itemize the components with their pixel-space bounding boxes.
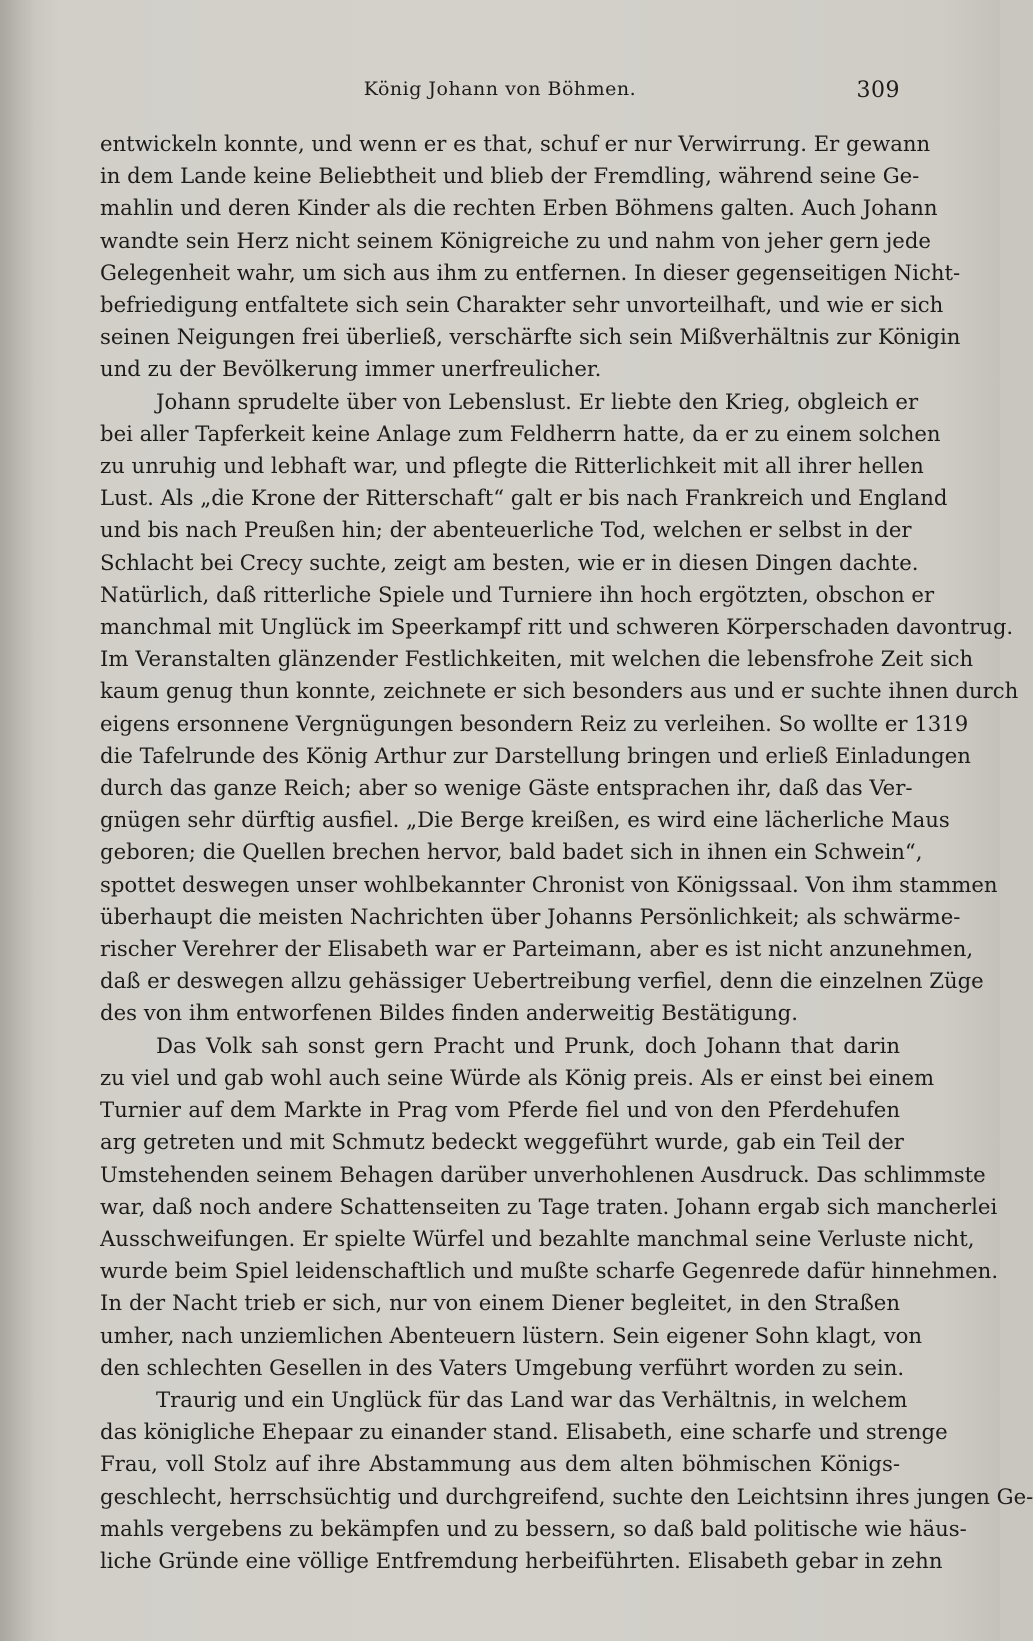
text-line: rischer Verehrer der Elisabeth war er Parteimann, aber es ist nicht anzunehmen, <box>100 936 974 962</box>
text-line: Lust. Als „die Krone der Ritterschaft“ galt er bis nach Frankreich und England <box>100 485 948 511</box>
paragraph <box>100 386 1019 1030</box>
text-line: und zu der Bevölkerung immer unerfreulicher. <box>100 356 602 382</box>
paragraph <box>100 1384 1033 1577</box>
text-line: seinen Neigungen frei überließ, verschärfte sich sein Mißverhältnis zur Königin <box>100 324 961 350</box>
paragraph <box>100 128 961 386</box>
text-line: Johann sprudelte über von Lebenslust. Er liebte den Krieg, obgleich er <box>156 388 919 414</box>
text-line: die Tafelrunde des König Arthur zur Darstellung bringen und erließ Einladungen <box>100 742 971 768</box>
text-line: Natürlich, daß ritterliche Spiele und Turniere ihn hoch ergötzten, obschon er <box>100 581 935 607</box>
text-line: war, daß noch andere Schattenseiten zu Tage traten. Johann ergab sich mancherlei <box>100 1193 998 1219</box>
text-line: arg getreten und mit Schmutz bedeckt weggeführt wurde, gab ein Teil der <box>100 1129 904 1155</box>
text-line: geboren; die Quellen brechen hervor, bald badet sich in ihnen ein Schwein“, <box>100 839 923 865</box>
text-line: in dem Lande keine Beliebtheit und blieb der Fremdling, während seine Ge- <box>100 163 920 189</box>
text-line: geschlecht, herrschsüchtig und durchgreifend, suchte den Leichtsinn ihres jungen Ge- <box>100 1483 1033 1509</box>
text-line: In der Nacht trieb er sich, nur von einem Diener begleitet, in den Straßen <box>100 1290 900 1316</box>
text-line: befriedigung entfaltete sich sein Charakter sehr unvorteilhaft, und wie er sich <box>100 292 944 318</box>
text-line: den schlechten Gesellen in des Vaters Umgebung verführt worden zu sein. <box>100 1354 905 1380</box>
page-number: 309 <box>856 78 900 103</box>
text-line: gnügen sehr dürftig ausfiel. „Die Berge kreißen, es wird eine lächerliche Maus <box>100 807 950 833</box>
text-line: liche Gründe eine völlige Entfremdung herbeiführten. Elisabeth gebar in zehn <box>100 1547 943 1573</box>
text-line: manchmal mit Unglück im Speerkampf ritt und schweren Körperschaden davontrug. <box>100 614 1014 640</box>
text-line: zu unruhig und lebhaft war, und pflegte die Ritterlichkeit mit all ihrer hellen <box>100 453 924 479</box>
text-line: Ausschweifungen. Er spielte Würfel und bezahlte manchmal seine Verluste nicht, <box>100 1225 975 1251</box>
text-line: wurde beim Spiel leidenschaftlich und mußte scharfe Gegenrede dafür hinnehmen. <box>100 1258 999 1284</box>
text-line: Das Volk sah sonst gern Pracht und Prunk, doch Johann that darin <box>156 1032 900 1058</box>
text-line: Schlacht bei Crecy suchte, zeigt am besten, wie er in diesen Dingen dachte. <box>100 549 919 575</box>
text-line: durch das ganze Reich; aber so wenige Gäste entsprachen ihr, daß das Ver- <box>100 775 913 801</box>
text-line: bei aller Tapferkeit keine Anlage zum Feldherrn hatte, da er zu einem solchen <box>100 420 941 446</box>
text-line: umher, nach unziemlichen Abenteuern lüstern. Sein eigener Sohn klagt, von <box>100 1322 923 1348</box>
text-line: wandte sein Herz nicht seinem Königreiche zu und nahm von jeher gern jede <box>100 227 931 253</box>
text-line: eigens ersonnene Vergnügungen besondern Reiz zu verleihen. So wollte er 1319 <box>100 710 969 736</box>
text-line: Umstehenden seinem Behagen darüber unverhohlenen Ausdruck. Das schlimmste <box>100 1161 986 1187</box>
text-line: mahls vergebens zu bekämpfen und zu bessern, so daß bald politische wie häus- <box>100 1515 967 1541</box>
text-line: zu viel und gab wohl auch seine Würde als König preis. Als er einst bei einem <box>100 1064 935 1090</box>
page-header <box>100 78 900 108</box>
text-line: überhaupt die meisten Nachrichten über Johanns Persönlichkeit; als schwärme- <box>100 903 961 929</box>
body-text <box>100 128 1033 1577</box>
text-line: daß er deswegen allzu gehässiger Uebertreibung verfiel, denn die einzelnen Züge <box>100 968 984 994</box>
running-title: König Johann von Böhmen. <box>363 78 637 100</box>
paragraph <box>100 1030 999 1384</box>
page-gutter-shadow <box>0 0 34 1641</box>
text-line: des von ihm entworfenen Bildes finden anderweitig Bestätigung. <box>100 1000 798 1026</box>
text-line: entwickeln konnte, und wenn er es that, schuf er nur Verwirrung. Er gewann <box>100 131 931 156</box>
text-line: Frau, voll Stolz auf ihre Abstammung aus dem alten böhmischen Königs- <box>100 1451 900 1477</box>
text-line: Gelegenheit wahr, um sich aus ihm zu entfernen. In dieser gegenseitigen Nicht- <box>100 259 961 285</box>
text-line: Turnier auf dem Markte in Prag vom Pferde fiel und von den Pferdehufen <box>100 1097 900 1123</box>
text-line: spottet deswegen unser wohlbekannter Chronist von Königssaal. Von ihm stammen <box>100 871 998 897</box>
text-line: kaum genug thun konnte, zeichnete er sich besonders aus und er suchte ihnen durch <box>100 678 1019 704</box>
text-line: und bis nach Preußen hin; der abenteuerliche Tod, welchen er selbst in der <box>100 517 912 543</box>
text-line: mahlin und deren Kinder als die rechten Erben Böhmens galten. Auch Johann <box>100 195 938 221</box>
text-line: das königliche Ehepaar zu einander stand. Elisabeth, eine scharfe und strenge <box>100 1419 948 1445</box>
text-line: Im Veranstalten glänzender Festlichkeiten, mit welchen die lebensfrohe Zeit sich <box>100 646 974 672</box>
text-line: Traurig und ein Unglück für das Land war das Verhältnis, in welchem <box>156 1386 908 1412</box>
